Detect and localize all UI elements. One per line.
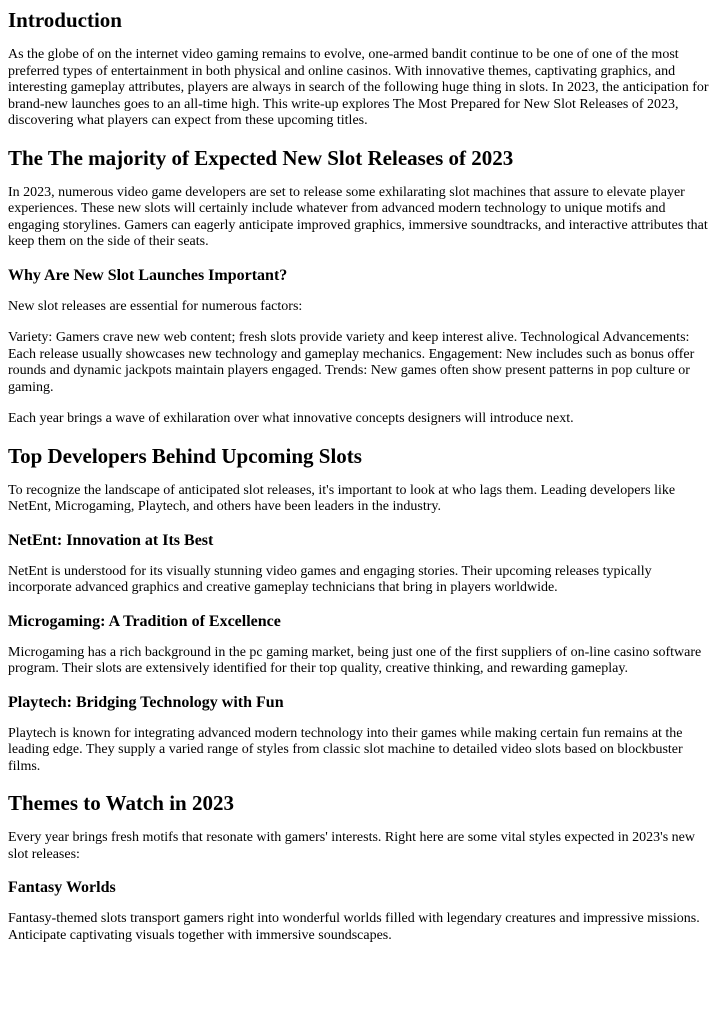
playtech-heading: Playtech: Bridging Technology with Fun xyxy=(8,693,284,711)
microgaming-heading: Microgaming: A Tradition of Excellence xyxy=(8,612,281,630)
article xyxy=(0,7,720,944)
developers-paragraph: To recognize the landscape of anticipated slot releases, it's important to look at who lags them. Leading developers like NetEnt, Microgaming, Playtech, and others have been leaders in the industry. xyxy=(8,482,676,514)
fantasy-heading: Fantasy Worlds xyxy=(8,879,116,896)
why-heading: Why Are New Slot Launches Important? xyxy=(8,266,288,284)
intro-heading: Introduction xyxy=(8,8,122,32)
expected-heading: The The majority of Expected New Slot Releases of 2023 xyxy=(8,145,514,170)
developers-heading: Top Developers Behind Upcoming Slots xyxy=(8,443,362,468)
intro-paragraph: As the globe of on the internet video gaming remains to evolve, one-armed bandit continue to be one of one of the most preferred types of entertainment in both physical and online casinos. With innovative themes, captivating graphics, and interesting gameplay attributes, players are always in search of the following huge thing in slots. In 2023, the anticipation for brand-new launches goes to an all-time high. This write-up explores The Most Prepared for New Slot Releases of 2023, discovering what players can expect from these upcoming titles. xyxy=(8,47,709,128)
themes-heading: Themes to Watch in 2023 xyxy=(8,791,234,815)
why-paragraph-2: Variety: Gamers crave new web content; fresh slots provide variety and keep interest alive. Technological Advancements: Each release usually showcases new technology and gameplay mechanics. Engagement: New includes such as bonus offer rounds and dynamic jackpots maintain players engaged. Trends: New games often show present patterns in pop culture or gaming. xyxy=(8,330,695,395)
netent-heading: NetEnt: Innovation at Its Best xyxy=(8,531,214,549)
why-paragraph-1: New slot releases are essential for numerous factors: xyxy=(8,298,303,314)
expected-paragraph: In 2023, numerous video game developers are set to release some exhilarating slot machines that assure to elevate player experiences. These new slots will certainly include whatever from advanced modern technology to unique motifs and engaging storylines. Gamers can eagerly anticipate improved graphics, immersive soundtracks, and interactive attributes that keep them on the side of their seats. xyxy=(8,184,708,249)
netent-paragraph: NetEnt is understood for its visually stunning video games and engaging stories. Their upcoming releases typically incorporate advanced graphics and creative gameplay technicians that bring in players worldwide. xyxy=(8,563,652,595)
themes-paragraph: Every year brings fresh motifs that resonate with gamers' interests. Right here are some vital styles expected in 2023's new slot releases: xyxy=(8,830,695,862)
why-paragraph-3: Each year brings a wave of exhilaration over what innovative concepts designers will introduce next. xyxy=(8,411,574,426)
fantasy-paragraph: Fantasy-themed slots transport gamers right into wonderful worlds filled with legendary creatures and impressive missions. Anticipate captivating visuals together with immersive soundscapes. xyxy=(8,911,700,943)
microgaming-paragraph: Microgaming has a rich background in the pc gaming market, being just one of the first suppliers of on-line casino software program. Their slots are extensively identified for their top quality, creative thinking, and rewarding gameplay. xyxy=(8,644,702,676)
playtech-paragraph: Playtech is known for integrating advanced modern technology into their games while making certain fun remains at the leading edge. They supply a varied range of styles from classic slot machine to detailed video slots based on blockbuster films. xyxy=(8,725,683,774)
